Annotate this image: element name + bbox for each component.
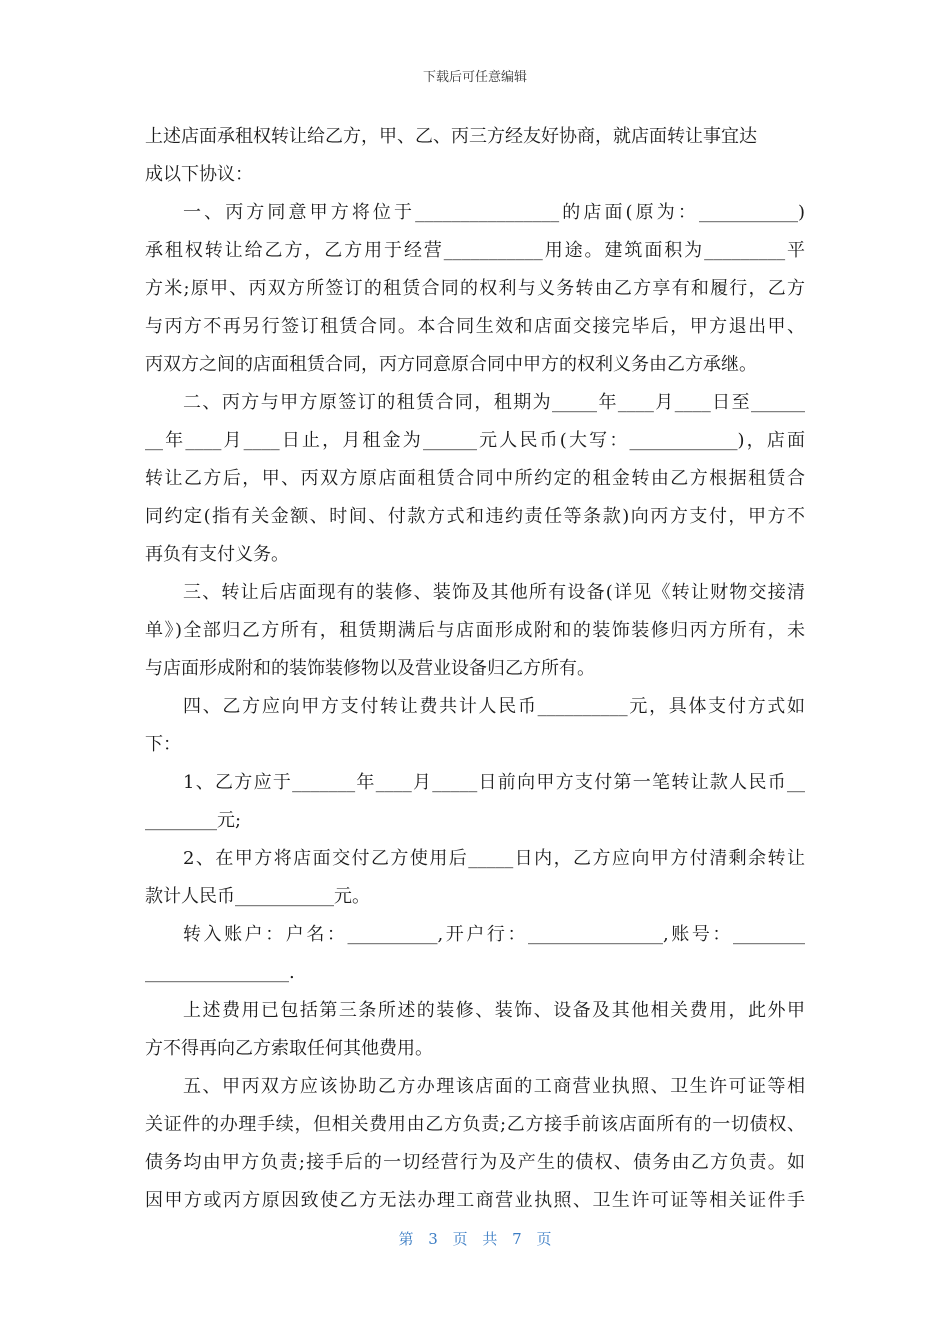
text-line: 下：: [145, 734, 181, 755]
text-line: 款计人民币___________元。: [145, 886, 370, 907]
page-header: 下载后可任意编辑: [422, 70, 527, 85]
text-line: 转入账户：户名：__________,开户行：_______________,账号：________: [183, 924, 805, 945]
text-line: 丙双方之间的店面租赁合同，丙方同意原合同中甲方的权利义务由乙方承继。: [145, 354, 757, 375]
text-line: 三、转让后店面现有的装修、装饰及其他所有设备(详见《转让财物交接清: [183, 582, 805, 603]
text-line: ________元;: [145, 810, 242, 831]
text-line: 单》)全部归乙方所有，租赁期满后与店面形成附和的装饰装修归丙方所有，未: [145, 620, 805, 641]
text-line: 成以下协议：: [145, 164, 253, 185]
text-line: 1、乙方应于_______年____月_____日前向甲方支付第一笔转让款人民币__: [183, 772, 805, 793]
text-line: ________________.: [145, 962, 295, 983]
page-number: 第 3 页 共 7 页: [398, 1230, 552, 1248]
text-line: __年____月____日止，月租金为______元人民币(大写：____________)，店面: [145, 430, 805, 451]
text-line: 因甲方或丙方原因致使乙方无法办理工商营业执照、卫生许可证等相关证件手: [145, 1190, 805, 1211]
text-line: 同约定(指有关金额、时间、付款方式和违约责任等条款)向丙方支付，甲方不: [145, 506, 805, 527]
text-line: 承租权转让给乙方，乙方用于经营___________用途。建筑面积为_________平: [145, 240, 805, 261]
text-line: 与店面形成附和的装饰装修物以及营业设备归乙方所有。: [145, 658, 595, 679]
text-line: 转让乙方后，甲、丙双方原店面租赁合同中所约定的租金转由乙方根据租赁合: [145, 468, 805, 489]
text-line: 二、丙方与甲方原签订的租赁合同，租期为_____年____月____日至______: [183, 392, 805, 413]
text-line: 方不得再向乙方索取任何其他费用。: [145, 1038, 433, 1059]
text-line: 一、丙方同意甲方将位于________________的店面(原为：___________): [183, 202, 805, 223]
text-line: 上述店面承租权转让给乙方，甲、乙、丙三方经友好协商，就店面转让事宜达: [145, 126, 757, 147]
text-line: 再负有支付义务。: [145, 544, 289, 565]
text-line: 四、乙方应向甲方支付转让费共计人民币__________元，具体支付方式如: [183, 696, 805, 717]
text-line: 与丙方不再另行签订租赁合同。本合同生效和店面交接完毕后，甲方退出甲、: [145, 316, 805, 337]
document-body: [145, 118, 805, 1220]
text-line: 关证件的办理手续，但相关费用由乙方负责;乙方接手前该店面所有的一切债权、: [145, 1114, 805, 1135]
text-line: 上述费用已包括第三条所述的装修、装饰、设备及其他相关费用，此外甲: [183, 1000, 805, 1021]
text-line: 债务均由甲方负责;接手后的一切经营行为及产生的债权、债务由乙方负责。如: [145, 1152, 805, 1173]
text-line: 方米;原甲、丙双方所签订的租赁合同的权利与义务转由乙方享有和履行，乙方: [145, 278, 805, 299]
text-line: 五、甲丙双方应该协助乙方办理该店面的工商营业执照、卫生许可证等相: [183, 1076, 805, 1097]
text-line: 2、在甲方将店面交付乙方使用后_____日内，乙方应向甲方付清剩余转让: [183, 848, 805, 869]
